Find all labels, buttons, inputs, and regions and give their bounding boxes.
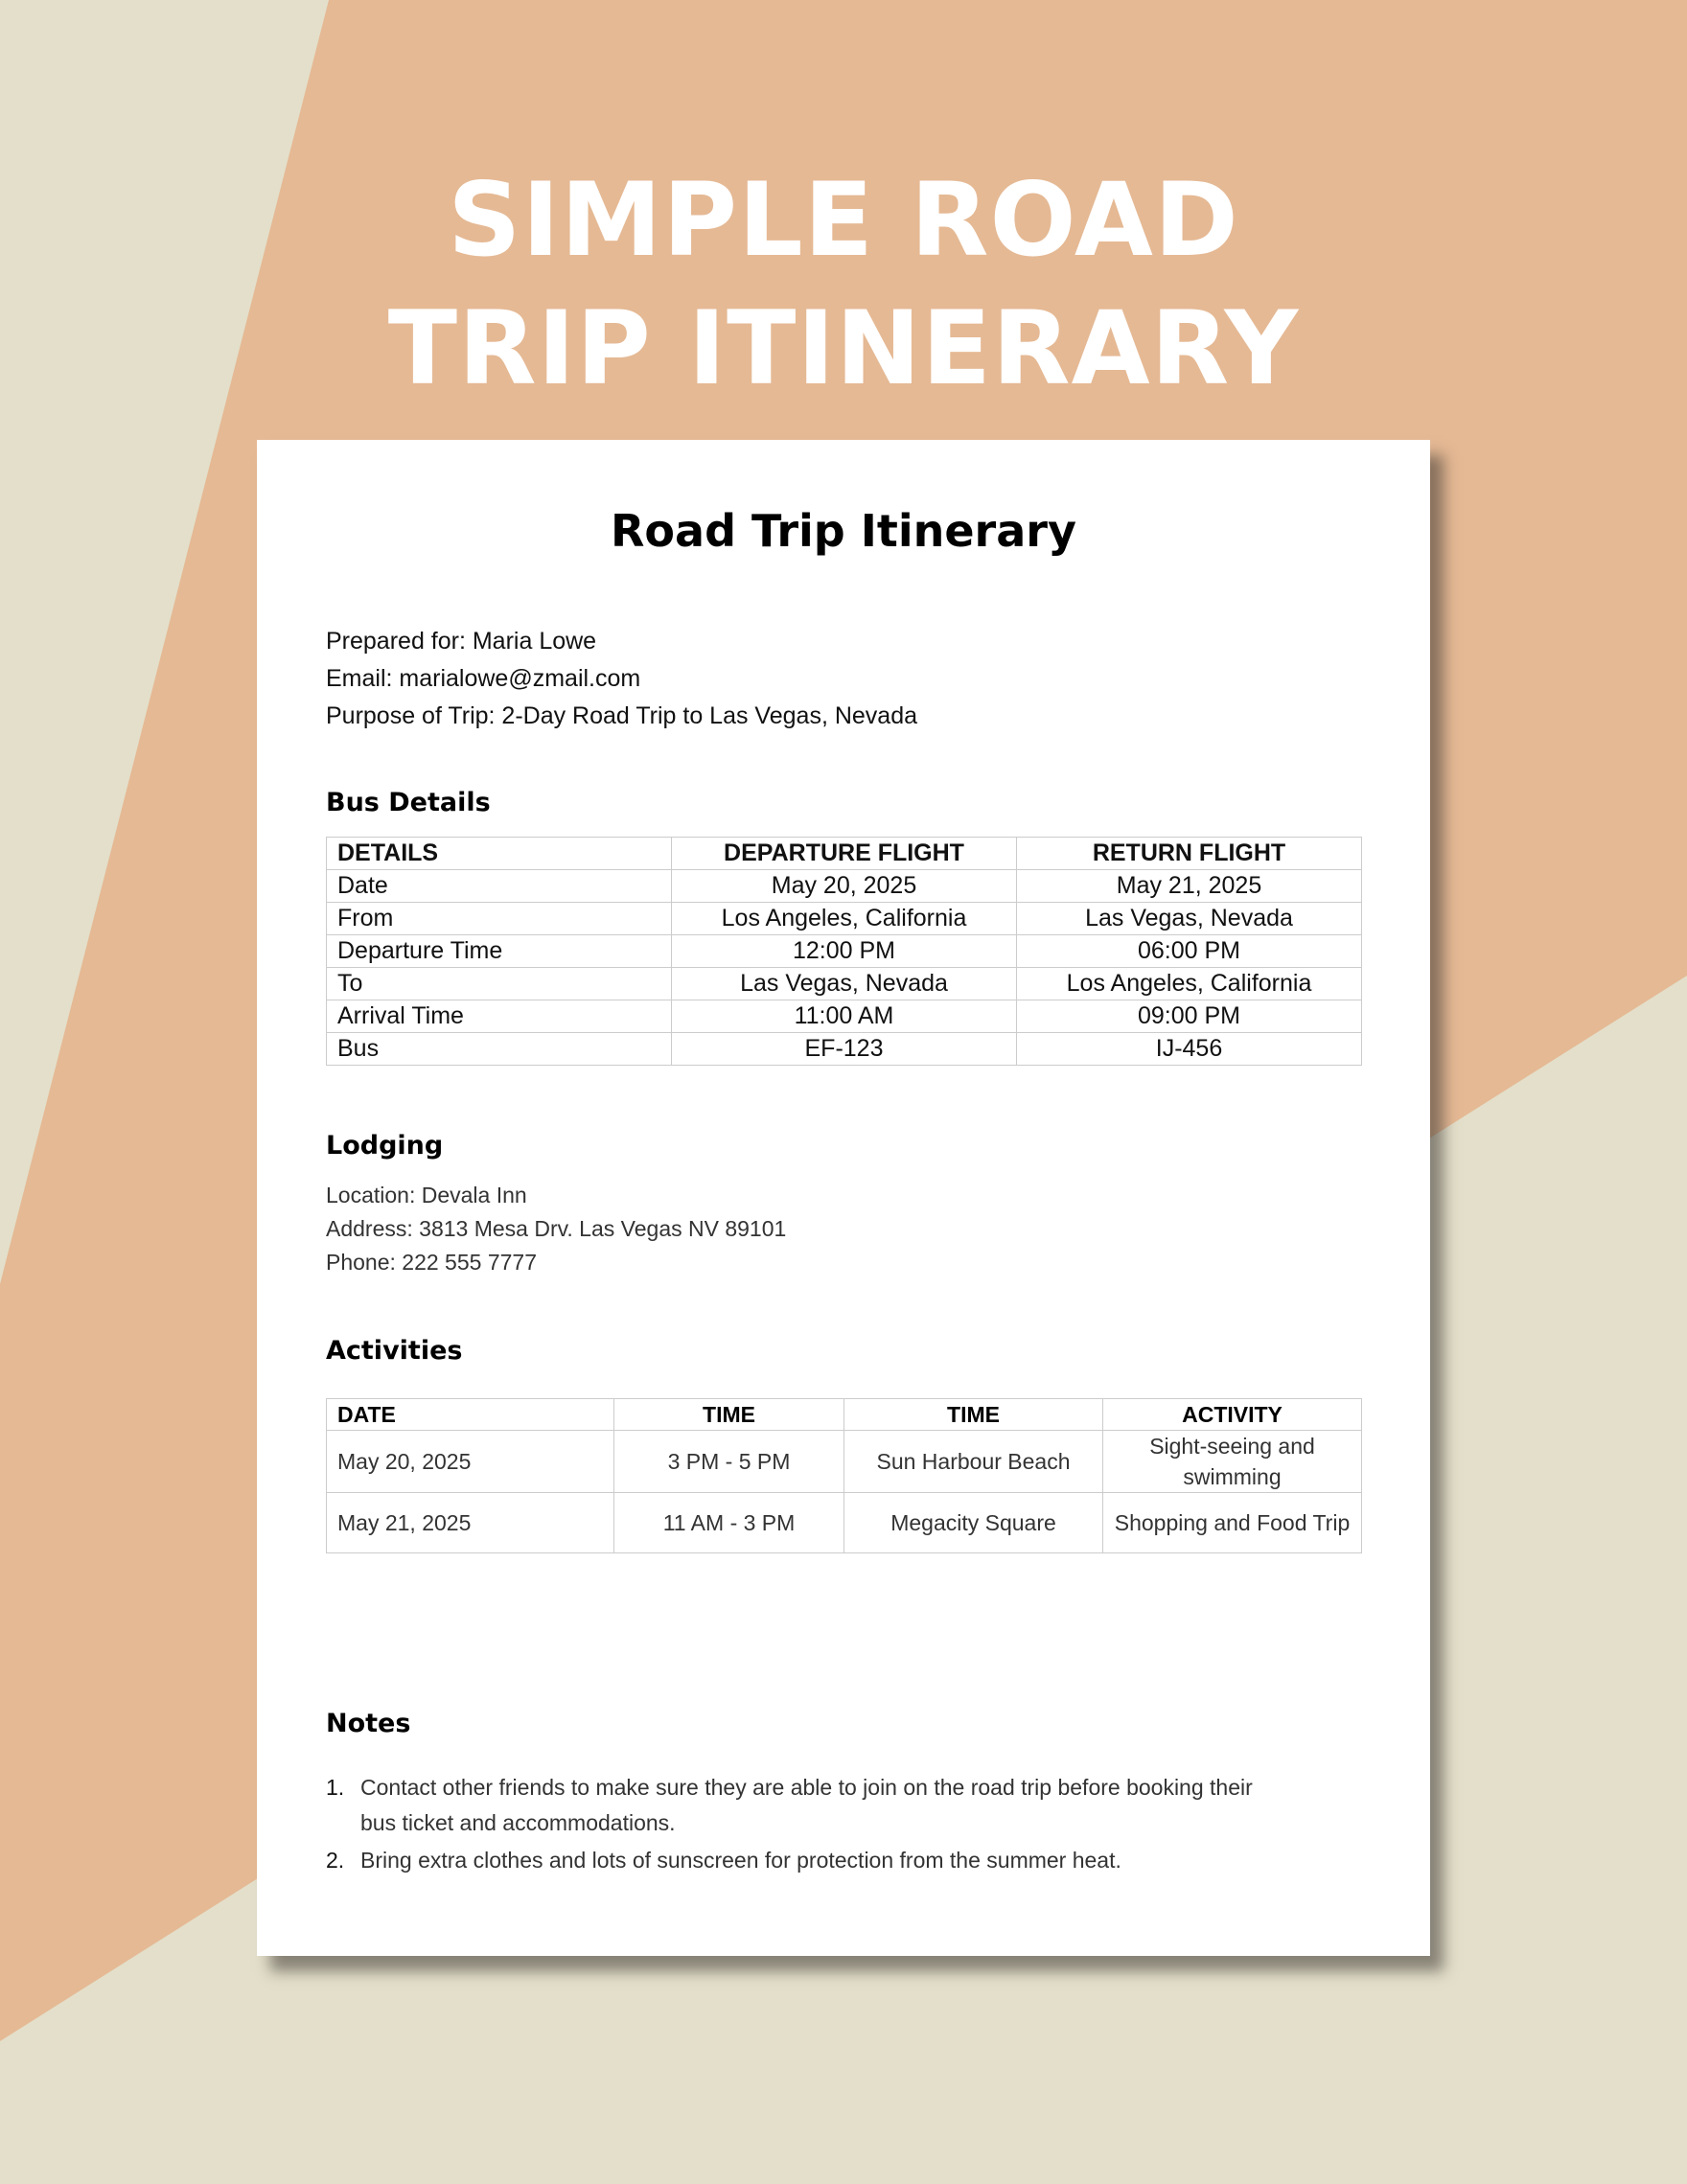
trip-purpose: Purpose of Trip: 2-Day Road Trip to Las Vegas, Nevada bbox=[326, 702, 918, 729]
table-cell: Las Vegas, Nevada bbox=[672, 968, 1017, 1000]
document-title: Road Trip Itinerary bbox=[611, 505, 1076, 557]
table-cell: From bbox=[327, 903, 672, 935]
table-row bbox=[327, 1000, 1362, 1033]
bus-details-heading: Bus Details bbox=[326, 788, 491, 817]
table-cell: May 21, 2025 bbox=[1017, 870, 1362, 903]
table-cell: Date bbox=[327, 870, 672, 903]
table-row bbox=[327, 1431, 1362, 1493]
table-cell: May 21, 2025 bbox=[327, 1493, 614, 1553]
notes-list bbox=[326, 1770, 1284, 1880]
table-cell: Shopping and Food Trip bbox=[1103, 1493, 1362, 1553]
table-cell: Sun Harbour Beach bbox=[844, 1431, 1103, 1493]
list-item bbox=[326, 1770, 1284, 1841]
activities-table bbox=[326, 1398, 1362, 1553]
header-cell: DATE bbox=[327, 1399, 614, 1431]
table-cell: Los Angeles, California bbox=[672, 903, 1017, 935]
table-header-row bbox=[327, 1399, 1362, 1431]
headline-line-1: SIMPLE ROAD bbox=[448, 161, 1239, 279]
table-cell: Sight-seeing and swimming bbox=[1103, 1431, 1362, 1493]
activities-heading: Activities bbox=[326, 1336, 463, 1366]
header-cell: DEPARTURE FLIGHT bbox=[672, 838, 1017, 870]
email: Email: marialowe@zmail.com bbox=[326, 665, 641, 692]
bus-details-table bbox=[326, 837, 1362, 1066]
table-cell: Departure Time bbox=[327, 935, 672, 968]
lodging-heading: Lodging bbox=[326, 1131, 444, 1161]
table-cell: 3 PM - 5 PM bbox=[614, 1431, 844, 1493]
table-cell: Bus bbox=[327, 1033, 672, 1066]
list-number: 2. bbox=[326, 1848, 345, 1873]
header-cell: ACTIVITY bbox=[1103, 1399, 1362, 1431]
table-cell: May 20, 2025 bbox=[672, 870, 1017, 903]
table-cell: Arrival Time bbox=[327, 1000, 672, 1033]
table-cell: Los Angeles, California bbox=[1017, 968, 1362, 1000]
list-number: 1. bbox=[326, 1775, 345, 1800]
lodging-address: Address: 3813 Mesa Drv. Las Vegas NV 89101 bbox=[326, 1216, 787, 1241]
list-item bbox=[326, 1843, 1284, 1878]
lodging-location: Location: Devala Inn bbox=[326, 1183, 527, 1207]
table-cell: 09:00 PM bbox=[1017, 1000, 1362, 1033]
table-cell: 11 AM - 3 PM bbox=[614, 1493, 844, 1553]
header-cell: TIME bbox=[844, 1399, 1103, 1431]
itinerary-document bbox=[257, 440, 1430, 1956]
table-cell: 12:00 PM bbox=[672, 935, 1017, 968]
table-cell: EF-123 bbox=[672, 1033, 1017, 1066]
headline-line-2: TRIP ITINERARY bbox=[387, 289, 1300, 407]
table-cell: 11:00 AM bbox=[672, 1000, 1017, 1033]
header-cell: TIME bbox=[614, 1399, 844, 1431]
note-text: Bring extra clothes and lots of sunscreen for protection from the summer heat. bbox=[360, 1848, 1121, 1873]
header-cell: DETAILS bbox=[327, 838, 672, 870]
table-cell: 06:00 PM bbox=[1017, 935, 1362, 968]
table-row bbox=[327, 1033, 1362, 1066]
table-row bbox=[327, 903, 1362, 935]
table-cell: Las Vegas, Nevada bbox=[1017, 903, 1362, 935]
table-row bbox=[327, 935, 1362, 968]
table-row bbox=[327, 968, 1362, 1000]
table-cell: Megacity Square bbox=[844, 1493, 1103, 1553]
note-text: Contact other friends to make sure they are able to join on the road trip before booking their bus ticket and accommodations. bbox=[360, 1775, 1253, 1835]
table-cell: May 20, 2025 bbox=[327, 1431, 614, 1493]
table-cell: IJ-456 bbox=[1017, 1033, 1362, 1066]
prepared-for: Prepared for: Maria Lowe bbox=[326, 628, 597, 655]
table-header-row bbox=[327, 838, 1362, 870]
notes-heading: Notes bbox=[326, 1709, 411, 1738]
table-row bbox=[327, 1493, 1362, 1553]
table-cell: To bbox=[327, 968, 672, 1000]
table-row bbox=[327, 870, 1362, 903]
header-cell: RETURN FLIGHT bbox=[1017, 838, 1362, 870]
lodging-phone: Phone: 222 555 7777 bbox=[326, 1250, 537, 1275]
